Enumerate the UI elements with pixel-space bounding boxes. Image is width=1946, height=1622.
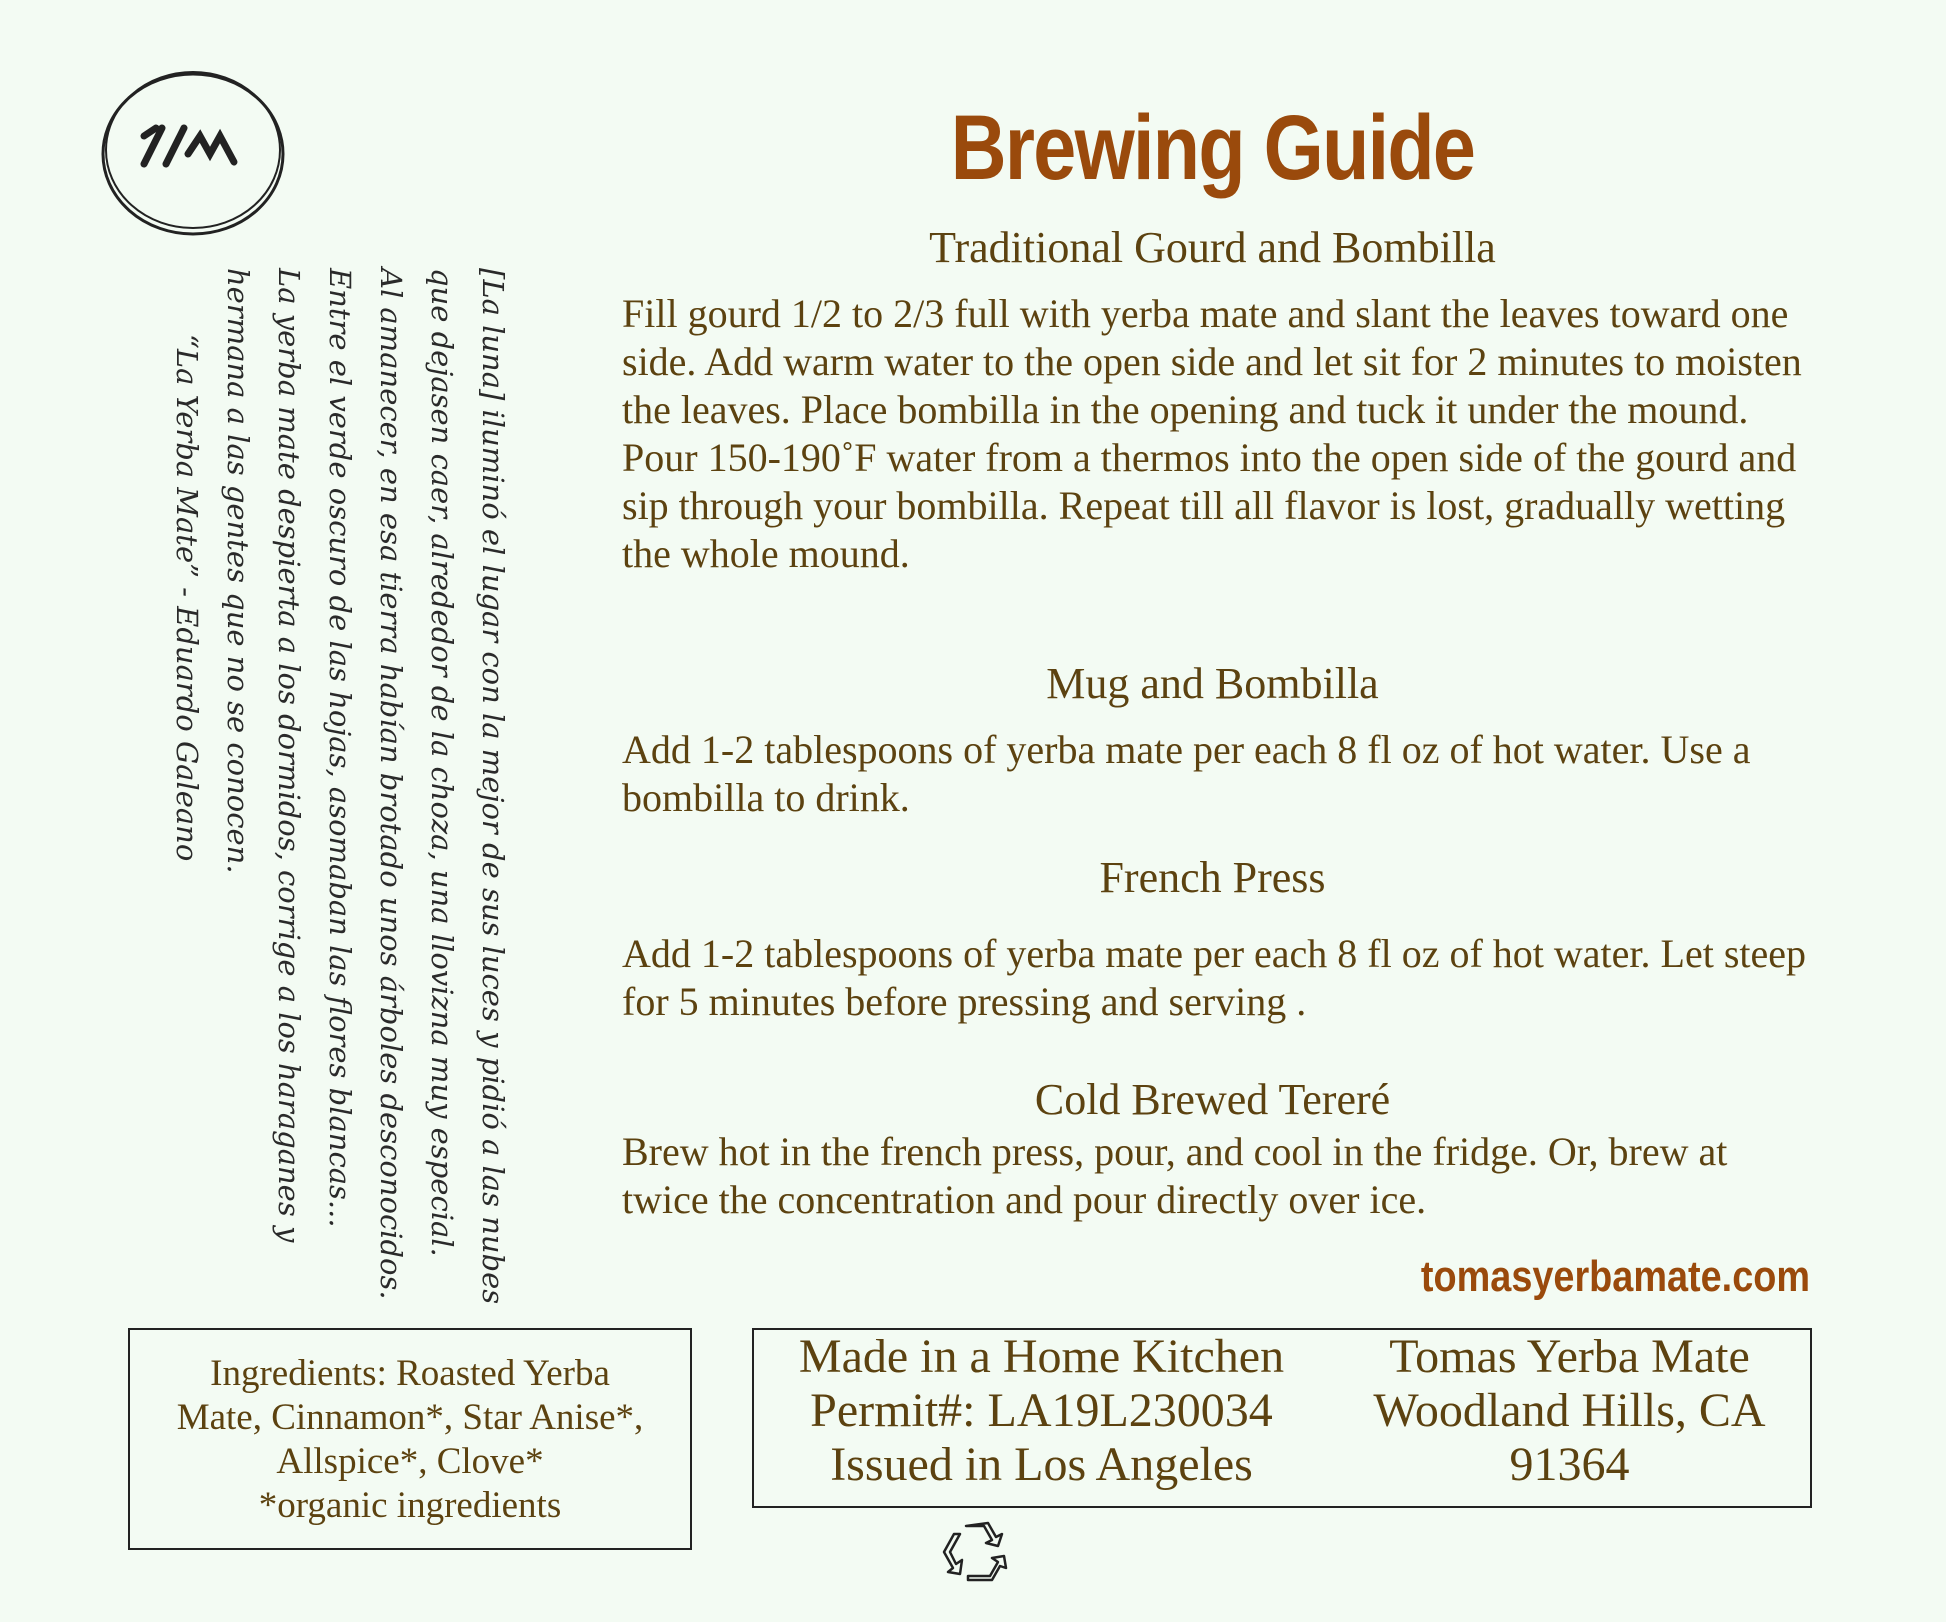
permit-line: Permit#: LA19L230034 [810, 1384, 1273, 1437]
section-body-french-press: Add 1-2 tablespoons of yerba mate per each 8 fl oz of hot water. Let steep for 5 minutes before pressing and serving . [622, 931, 1807, 1024]
section-heading-gourd: Traditional Gourd and Bombilla [929, 223, 1496, 272]
ingredients-line: Ingredients: Roasted Yerba [210, 1353, 610, 1394]
quote-line: [La luna] iluminó el lugar con la mejor de sus luces y pidió a las nubes [476, 268, 510, 1305]
company-line: 91364 [1509, 1438, 1630, 1491]
section-heading-terere: Cold Brewed Tereré [1034, 1075, 1391, 1124]
company-info [1329, 1330, 1810, 1506]
permit-line: Issued in Los Angeles [830, 1438, 1253, 1491]
tomas-logo-icon [96, 64, 290, 240]
quote-line: Entre el verde oscuro de las hojas, asomaban las flores blancas... [323, 268, 357, 1228]
section-body-terere: Brew hot in the french press, pour, and cool in the fridge. Or, brew at twice the concentration and pour directly over ice. [622, 1129, 1728, 1222]
brand-logo [96, 64, 290, 240]
company-line: Woodland Hills, CA [1373, 1384, 1766, 1437]
ingredients-box [128, 1328, 692, 1550]
quote-line: hermana a las gentes que no se conocen. [221, 268, 255, 874]
page-title: Brewing Guide [950, 97, 1475, 199]
website-link[interactable]: tomasyerbamate.com [1420, 1252, 1810, 1301]
ingredients-line: *organic ingredients [258, 1485, 562, 1526]
section-heading-french-press: French Press [1099, 853, 1326, 902]
ingredients-line: Allspice*, Clove* [276, 1441, 544, 1482]
producer-info-box [752, 1328, 1812, 1508]
quote-attribution: “La Yerba Mate” - Eduardo Galeano [170, 334, 204, 862]
permit-line: Made in a Home Kitchen [798, 1330, 1285, 1383]
recycle-icon [942, 1520, 1008, 1582]
ingredients-line: Mate, Cinnamon*, Star Anise*, [176, 1397, 644, 1438]
quote-line: Al amanecer, en esa tierra habían brotado unos árboles desconocidos. [374, 268, 408, 1300]
quote-line: La yerba mate despierta a los dormidos, corrige a los haraganes y [272, 268, 306, 1243]
section-body-mug: Add 1-2 tablespoons of yerba mate per each 8 fl oz of hot water. Use a bombilla to drink. [622, 727, 1751, 820]
quote-line: que dejasen caer, alrededor de la choza, una llovizna muy especial. [425, 268, 459, 1257]
permit-info [754, 1330, 1329, 1506]
company-line: Tomas Yerba Mate [1389, 1330, 1750, 1383]
galeano-quote [170, 268, 518, 1348]
section-body-gourd: Fill gourd 1/2 to 2/3 full with yerba mate and slant the leaves toward one side. Add warm water to the open side and let sit for 2 minutes to moisten the leaves. Place bombilla in the opening and tuck it under the mound. Pour 150-190˚F water from a thermos into the open side of the gourd and sip through your bombilla. Repeat till all flavor is lost, gradually wetting the whole mound. [622, 291, 1802, 576]
section-heading-mug: Mug and Bombilla [1046, 659, 1379, 708]
